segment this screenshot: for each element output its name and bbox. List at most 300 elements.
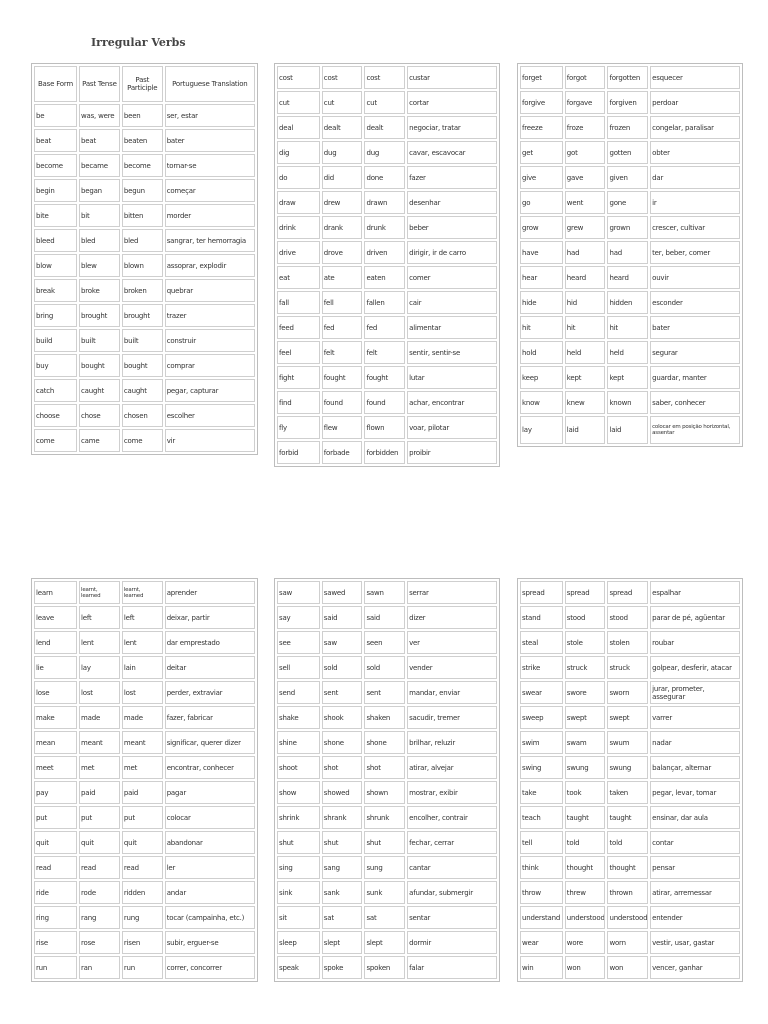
past-participle-cell: ridden bbox=[122, 881, 163, 904]
table-row bbox=[34, 756, 255, 779]
past-participle-cell: lost bbox=[122, 681, 163, 704]
translation-cell: abandonar bbox=[165, 831, 255, 854]
base-form-cell: give bbox=[520, 166, 563, 189]
table-row bbox=[520, 241, 740, 264]
table-row bbox=[34, 154, 255, 177]
past-tense-cell: said bbox=[322, 606, 363, 629]
past-participle-cell: sworn bbox=[607, 681, 648, 704]
table-row bbox=[34, 329, 255, 352]
past-tense-cell: hit bbox=[565, 316, 606, 339]
table-row bbox=[520, 806, 740, 829]
table-row bbox=[34, 304, 255, 327]
past-participle-cell: held bbox=[607, 341, 648, 364]
translation-cell: guardar, manter bbox=[650, 366, 740, 389]
base-form-cell: drink bbox=[277, 216, 320, 239]
table-row bbox=[34, 254, 255, 277]
past-tense-cell: took bbox=[565, 781, 606, 804]
translation-cell: sangrar, ter hemorragia bbox=[165, 229, 255, 252]
translation-cell: deixar, partir bbox=[165, 606, 255, 629]
base-form-cell: feed bbox=[277, 316, 320, 339]
table-row bbox=[520, 91, 740, 114]
past-tense-cell: came bbox=[79, 429, 120, 452]
base-form-cell: make bbox=[34, 706, 77, 729]
table-row bbox=[520, 366, 740, 389]
past-tense-cell: laid bbox=[565, 416, 606, 444]
base-form-cell: bite bbox=[34, 204, 77, 227]
past-tense-cell: became bbox=[79, 154, 120, 177]
table-row bbox=[277, 391, 497, 414]
base-form-cell: be bbox=[34, 104, 77, 127]
base-form-cell: know bbox=[520, 391, 563, 414]
table-row bbox=[520, 856, 740, 879]
table-row bbox=[520, 881, 740, 904]
past-tense-cell: was, were bbox=[79, 104, 120, 127]
translation-cell: dar bbox=[650, 166, 740, 189]
translation-cell: nadar bbox=[650, 731, 740, 754]
translation-cell: pagar bbox=[165, 781, 255, 804]
translation-cell: jurar, prometer, assegurar bbox=[650, 681, 740, 704]
table-row bbox=[277, 856, 497, 879]
past-tense-cell: drew bbox=[322, 191, 363, 214]
translation-cell: proibir bbox=[407, 441, 497, 464]
table-row bbox=[34, 279, 255, 302]
translation-cell: balançar, alternar bbox=[650, 756, 740, 779]
table-row bbox=[520, 781, 740, 804]
base-form-cell: spread bbox=[520, 581, 563, 604]
translation-cell: morder bbox=[165, 204, 255, 227]
table-row bbox=[277, 631, 497, 654]
base-form-cell: hear bbox=[520, 266, 563, 289]
past-tense-cell: shook bbox=[322, 706, 363, 729]
verb-table-3 bbox=[517, 63, 743, 447]
base-form-cell: strike bbox=[520, 656, 563, 679]
past-tense-cell: heard bbox=[565, 266, 606, 289]
table-row bbox=[277, 216, 497, 239]
base-form-cell: see bbox=[277, 631, 320, 654]
translation-cell: golpear, desferir, atacar bbox=[650, 656, 740, 679]
translation-cell: atirar, arremessar bbox=[650, 881, 740, 904]
base-form-cell: fall bbox=[277, 291, 320, 314]
base-form-cell: sweep bbox=[520, 706, 563, 729]
translation-cell: segurar bbox=[650, 341, 740, 364]
translation-cell: fazer, fabricar bbox=[165, 706, 255, 729]
past-participle-cell: shot bbox=[364, 756, 405, 779]
base-form-cell: fight bbox=[277, 366, 320, 389]
base-form-cell: swing bbox=[520, 756, 563, 779]
base-form-cell: go bbox=[520, 191, 563, 214]
past-tense-cell: cut bbox=[322, 91, 363, 114]
past-participle-cell: made bbox=[122, 706, 163, 729]
past-tense-cell: left bbox=[79, 606, 120, 629]
translation-cell: brilhar, reluzir bbox=[407, 731, 497, 754]
past-tense-cell: ran bbox=[79, 956, 120, 979]
past-tense-cell: rose bbox=[79, 931, 120, 954]
past-tense-cell: swore bbox=[565, 681, 606, 704]
past-participle-cell: forgotten bbox=[607, 66, 648, 89]
past-participle-cell: caught bbox=[122, 379, 163, 402]
base-form-cell: ring bbox=[34, 906, 77, 929]
base-form-cell: tell bbox=[520, 831, 563, 854]
translation-cell: falar bbox=[407, 956, 497, 979]
base-form-cell: get bbox=[520, 141, 563, 164]
past-participle-cell: told bbox=[607, 831, 648, 854]
table-row bbox=[277, 316, 497, 339]
table-row bbox=[520, 581, 740, 604]
past-tense-cell: meant bbox=[79, 731, 120, 754]
past-participle-cell: bought bbox=[122, 354, 163, 377]
base-form-cell: blow bbox=[34, 254, 77, 277]
header-row bbox=[34, 66, 255, 102]
base-form-cell: bleed bbox=[34, 229, 77, 252]
translation-cell: ouvir bbox=[650, 266, 740, 289]
past-participle-cell: fought bbox=[364, 366, 405, 389]
past-tense-cell: spoke bbox=[322, 956, 363, 979]
past-tense-cell: froze bbox=[565, 116, 606, 139]
past-participle-cell: found bbox=[364, 391, 405, 414]
past-participle-cell: meant bbox=[122, 731, 163, 754]
base-form-cell: freeze bbox=[520, 116, 563, 139]
past-participle-cell: understood bbox=[607, 906, 648, 929]
past-participle-cell: gotten bbox=[607, 141, 648, 164]
past-participle-cell: rung bbox=[122, 906, 163, 929]
past-participle-cell: taken bbox=[607, 781, 648, 804]
translation-cell: vir bbox=[165, 429, 255, 452]
table-row bbox=[277, 881, 497, 904]
base-form-cell: pay bbox=[34, 781, 77, 804]
base-form-cell: understand bbox=[520, 906, 563, 929]
past-participle-cell: run bbox=[122, 956, 163, 979]
table-row bbox=[34, 906, 255, 929]
past-participle-cell: spread bbox=[607, 581, 648, 604]
translation-cell: bater bbox=[165, 129, 255, 152]
base-form-cell: eat bbox=[277, 266, 320, 289]
translation-cell: começar bbox=[165, 179, 255, 202]
past-participle-cell: eaten bbox=[364, 266, 405, 289]
past-participle-cell: stolen bbox=[607, 631, 648, 654]
past-tense-cell: swept bbox=[565, 706, 606, 729]
translation-cell: esconder bbox=[650, 291, 740, 314]
translation-cell: vestir, usar, gastar bbox=[650, 931, 740, 954]
base-form-cell: sit bbox=[277, 906, 320, 929]
table-row bbox=[520, 66, 740, 89]
base-form-cell: grow bbox=[520, 216, 563, 239]
translation-cell: ser, estar bbox=[165, 104, 255, 127]
table-row bbox=[277, 441, 497, 464]
past-tense-cell: caught bbox=[79, 379, 120, 402]
translation-cell: comprar bbox=[165, 354, 255, 377]
translation-cell: construir bbox=[165, 329, 255, 352]
translation-cell: pensar bbox=[650, 856, 740, 879]
base-form-cell: shake bbox=[277, 706, 320, 729]
past-participle-cell: brought bbox=[122, 304, 163, 327]
past-tense-cell: sank bbox=[322, 881, 363, 904]
past-tense-cell: shut bbox=[322, 831, 363, 854]
past-tense-cell: ate bbox=[322, 266, 363, 289]
past-participle-cell: lain bbox=[122, 656, 163, 679]
base-form-cell: learn bbox=[34, 581, 77, 604]
translation-cell: trazer bbox=[165, 304, 255, 327]
table-row bbox=[34, 354, 255, 377]
past-tense-cell: made bbox=[79, 706, 120, 729]
past-participle-cell: spoken bbox=[364, 956, 405, 979]
past-tense-cell: knew bbox=[565, 391, 606, 414]
translation-cell: deitar bbox=[165, 656, 255, 679]
translation-cell: aprender bbox=[165, 581, 255, 604]
past-participle-cell: hit bbox=[607, 316, 648, 339]
past-tense-cell: stole bbox=[565, 631, 606, 654]
past-tense-cell: swung bbox=[565, 756, 606, 779]
past-tense-cell: fell bbox=[322, 291, 363, 314]
past-tense-cell: drank bbox=[322, 216, 363, 239]
past-participle-cell: broken bbox=[122, 279, 163, 302]
translation-cell: perder, extraviar bbox=[165, 681, 255, 704]
past-tense-cell: dug bbox=[322, 141, 363, 164]
past-participle-cell: paid bbox=[122, 781, 163, 804]
base-form-cell: draw bbox=[277, 191, 320, 214]
past-tense-cell: wore bbox=[565, 931, 606, 954]
table-row bbox=[34, 856, 255, 879]
translation-cell: perdoar bbox=[650, 91, 740, 114]
translation-cell: dizer bbox=[407, 606, 497, 629]
past-participle-cell: sawn bbox=[364, 581, 405, 604]
past-tense-cell: broke bbox=[79, 279, 120, 302]
table-row bbox=[34, 204, 255, 227]
past-participle-cell: thought bbox=[607, 856, 648, 879]
translation-cell: correr, concorrer bbox=[165, 956, 255, 979]
past-tense-cell: sold bbox=[322, 656, 363, 679]
table-row bbox=[520, 166, 740, 189]
base-form-cell: fly bbox=[277, 416, 320, 439]
translation-cell: tocar (campainha, etc.) bbox=[165, 906, 255, 929]
base-form-cell: win bbox=[520, 956, 563, 979]
past-tense-cell: bought bbox=[79, 354, 120, 377]
base-form-cell: read bbox=[34, 856, 77, 879]
past-participle-cell: sat bbox=[364, 906, 405, 929]
base-form-cell: leave bbox=[34, 606, 77, 629]
table-row bbox=[520, 831, 740, 854]
table-row bbox=[520, 756, 740, 779]
table-row bbox=[34, 881, 255, 904]
table-row bbox=[520, 266, 740, 289]
past-tense-cell: flew bbox=[322, 416, 363, 439]
table-row bbox=[34, 129, 255, 152]
past-participle-cell: lent bbox=[122, 631, 163, 654]
past-participle-cell: grown bbox=[607, 216, 648, 239]
past-tense-cell: fed bbox=[322, 316, 363, 339]
base-form-cell: sing bbox=[277, 856, 320, 879]
base-form-cell: saw bbox=[277, 581, 320, 604]
past-participle-cell: become bbox=[122, 154, 163, 177]
base-form-cell: meet bbox=[34, 756, 77, 779]
past-participle-cell: bitten bbox=[122, 204, 163, 227]
table-row bbox=[277, 681, 497, 704]
table-row bbox=[520, 906, 740, 929]
verb-table-5 bbox=[274, 578, 500, 982]
table-row bbox=[520, 116, 740, 139]
translation-cell: atirar, alvejar bbox=[407, 756, 497, 779]
table-row bbox=[34, 681, 255, 704]
base-form-cell: keep bbox=[520, 366, 563, 389]
past-participle-cell: fed bbox=[364, 316, 405, 339]
translation-cell: parar de pé, agüentar bbox=[650, 606, 740, 629]
base-form-cell: forbid bbox=[277, 441, 320, 464]
past-participle-cell: laid bbox=[607, 416, 648, 444]
past-tense-cell: learnt, learned bbox=[79, 581, 120, 604]
table-row bbox=[520, 316, 740, 339]
table-row bbox=[34, 956, 255, 979]
translation-cell: ter, beber, comer bbox=[650, 241, 740, 264]
past-participle-cell: learnt, learned bbox=[122, 581, 163, 604]
past-tense-cell: threw bbox=[565, 881, 606, 904]
past-tense-cell: lost bbox=[79, 681, 120, 704]
base-form-cell: quit bbox=[34, 831, 77, 854]
past-participle-cell: forgiven bbox=[607, 91, 648, 114]
table-row bbox=[34, 706, 255, 729]
translation-cell: alimentar bbox=[407, 316, 497, 339]
past-tense-cell: saw bbox=[322, 631, 363, 654]
past-participle-cell: put bbox=[122, 806, 163, 829]
base-form-cell: cut bbox=[277, 91, 320, 114]
past-participle-cell: forbidden bbox=[364, 441, 405, 464]
table-row bbox=[520, 191, 740, 214]
table-row bbox=[34, 631, 255, 654]
base-form-cell: feel bbox=[277, 341, 320, 364]
past-tense-cell: forgave bbox=[565, 91, 606, 114]
past-tense-cell: hid bbox=[565, 291, 606, 314]
table-row bbox=[277, 66, 497, 89]
base-form-cell: lend bbox=[34, 631, 77, 654]
table-row bbox=[277, 141, 497, 164]
past-participle-cell: flown bbox=[364, 416, 405, 439]
base-form-cell: dig bbox=[277, 141, 320, 164]
past-participle-cell: sold bbox=[364, 656, 405, 679]
past-tense-cell: met bbox=[79, 756, 120, 779]
past-tense-cell: lent bbox=[79, 631, 120, 654]
base-form-cell: ride bbox=[34, 881, 77, 904]
past-tense-cell: held bbox=[565, 341, 606, 364]
base-form-cell: steal bbox=[520, 631, 563, 654]
past-tense-cell: put bbox=[79, 806, 120, 829]
base-form-cell: come bbox=[34, 429, 77, 452]
translation-cell: colocar bbox=[165, 806, 255, 829]
translation-cell: esquecer bbox=[650, 66, 740, 89]
past-participle-cell: left bbox=[122, 606, 163, 629]
base-form-cell: mean bbox=[34, 731, 77, 754]
past-participle-cell: shaken bbox=[364, 706, 405, 729]
translation-cell: ler bbox=[165, 856, 255, 879]
past-tense-cell: taught bbox=[565, 806, 606, 829]
translation-cell: comer bbox=[407, 266, 497, 289]
table-row bbox=[277, 416, 497, 439]
past-tense-cell: found bbox=[322, 391, 363, 414]
past-participle-cell: cut bbox=[364, 91, 405, 114]
past-participle-cell: done bbox=[364, 166, 405, 189]
base-form-cell: say bbox=[277, 606, 320, 629]
base-form-cell: have bbox=[520, 241, 563, 264]
base-form-cell: hold bbox=[520, 341, 563, 364]
past-tense-cell: got bbox=[565, 141, 606, 164]
verb-table-6 bbox=[517, 578, 743, 982]
table-row bbox=[520, 141, 740, 164]
past-participle-cell: bled bbox=[122, 229, 163, 252]
past-tense-cell: built bbox=[79, 329, 120, 352]
past-tense-cell: slept bbox=[322, 931, 363, 954]
base-form-cell: lose bbox=[34, 681, 77, 704]
base-form-cell: send bbox=[277, 681, 320, 704]
translation-cell: beber bbox=[407, 216, 497, 239]
past-participle-cell: driven bbox=[364, 241, 405, 264]
table-row bbox=[277, 341, 497, 364]
base-form-cell: show bbox=[277, 781, 320, 804]
table-row bbox=[34, 229, 255, 252]
base-form-cell: hit bbox=[520, 316, 563, 339]
past-tense-cell: read bbox=[79, 856, 120, 879]
verb-table-2 bbox=[274, 63, 500, 467]
past-participle-cell: sent bbox=[364, 681, 405, 704]
page-title: Irregular Verbs bbox=[91, 36, 186, 49]
table-row bbox=[277, 931, 497, 954]
base-form-cell: do bbox=[277, 166, 320, 189]
table-row bbox=[277, 606, 497, 629]
translation-cell: ver bbox=[407, 631, 497, 654]
past-tense-cell: kept bbox=[565, 366, 606, 389]
base-form-cell: find bbox=[277, 391, 320, 414]
past-participle-cell: swum bbox=[607, 731, 648, 754]
base-form-cell: shut bbox=[277, 831, 320, 854]
base-form-cell: cost bbox=[277, 66, 320, 89]
past-tense-cell: forgot bbox=[565, 66, 606, 89]
translation-cell: congelar, paralisar bbox=[650, 116, 740, 139]
past-participle-cell: had bbox=[607, 241, 648, 264]
past-participle-cell: known bbox=[607, 391, 648, 414]
past-participle-cell: gone bbox=[607, 191, 648, 214]
base-form-cell: throw bbox=[520, 881, 563, 904]
translation-cell: espalhar bbox=[650, 581, 740, 604]
table-row bbox=[277, 116, 497, 139]
translation-cell: achar, encontrar bbox=[407, 391, 497, 414]
table-row bbox=[277, 241, 497, 264]
table-row bbox=[520, 631, 740, 654]
base-form-cell: wear bbox=[520, 931, 563, 954]
table-row bbox=[277, 956, 497, 979]
past-participle-cell: fallen bbox=[364, 291, 405, 314]
past-tense-cell: showed bbox=[322, 781, 363, 804]
translation-cell: andar bbox=[165, 881, 255, 904]
translation-cell: dar emprestado bbox=[165, 631, 255, 654]
translation-cell: tornar-se bbox=[165, 154, 255, 177]
past-tense-cell: told bbox=[565, 831, 606, 854]
translation-cell: ir bbox=[650, 191, 740, 214]
past-participle-cell: sunk bbox=[364, 881, 405, 904]
translation-cell: fechar, cerrar bbox=[407, 831, 497, 854]
translation-cell: obter bbox=[650, 141, 740, 164]
table-row bbox=[34, 606, 255, 629]
past-participle-cell: swung bbox=[607, 756, 648, 779]
past-participle-cell: quit bbox=[122, 831, 163, 854]
table-row bbox=[277, 366, 497, 389]
past-tense-cell: sat bbox=[322, 906, 363, 929]
past-tense-cell: swam bbox=[565, 731, 606, 754]
translation-cell: fazer bbox=[407, 166, 497, 189]
base-form-cell: shoot bbox=[277, 756, 320, 779]
translation-cell: escolher bbox=[165, 404, 255, 427]
base-form-cell: forget bbox=[520, 66, 563, 89]
table-row bbox=[34, 404, 255, 427]
translation-cell: pegar, levar, tomar bbox=[650, 781, 740, 804]
translation-cell: entender bbox=[650, 906, 740, 929]
table-row bbox=[277, 581, 497, 604]
base-form-cell: forgive bbox=[520, 91, 563, 114]
